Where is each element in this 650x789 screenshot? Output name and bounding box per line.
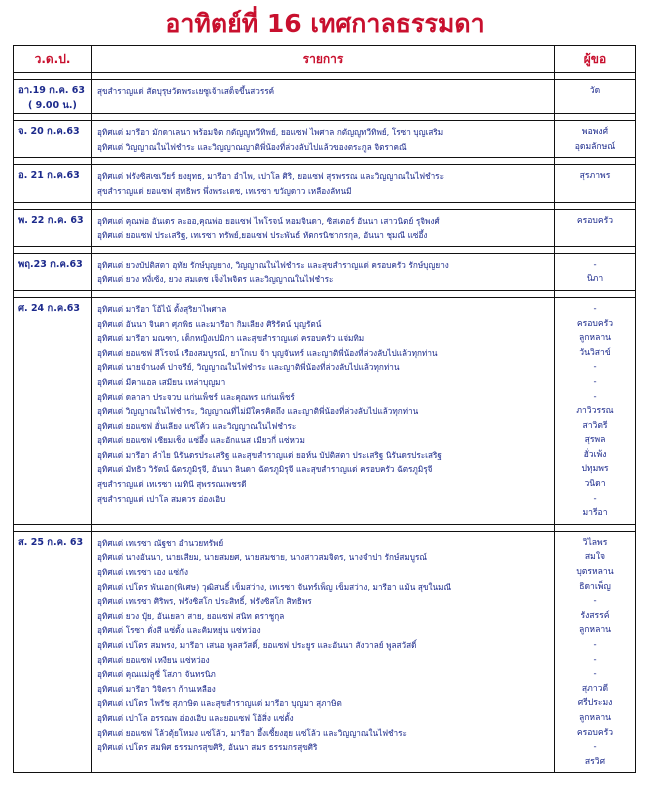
requester-name: สมใจ xyxy=(584,552,606,563)
intention-line: อุทิศแด่ ยอแซฟ โล้วตุ้ยโหมง แซ่โล้ว, มารีอา อึ้งเซี้ยงฮุย แซ่โล้ว และวิญญาณในไฟชำระ xyxy=(97,727,407,738)
requester-name: มารีอา xyxy=(582,508,608,519)
intention-line: อุทิศแด่ วิญญาณในไฟชำระ, วิญญาณที่ไม่มีใครคิดถึง และญาติพี่น้องที่ล่วงลับไปแล้วทุกท่าน xyxy=(97,406,419,417)
requester-name: สุรพล xyxy=(584,435,606,446)
intention-list xyxy=(92,80,555,114)
requester-name: - xyxy=(593,303,597,314)
requester-name: ลูกหลาน xyxy=(578,712,612,723)
requester-list xyxy=(555,209,636,246)
requester-name: - xyxy=(593,742,597,753)
section-gap xyxy=(14,290,636,297)
requester-name: ครอบครัว xyxy=(576,318,614,329)
mass-intention-table xyxy=(13,45,636,773)
intention-line: อุทิศแด่ มีคาแอล เสมียน เหล่าบุญมา xyxy=(97,376,226,387)
intention-line: อุทิศแด่ เปโตร สมพรง, มารีอา เสนอ พูลสวัสดิ์, ยอแซฟ ประยูร และอันนา สังวาลย์ พูลสวัสดิ์ xyxy=(97,640,417,650)
table-row xyxy=(14,297,636,524)
date-cell xyxy=(14,80,92,114)
requester-name: วันวิสาข์ xyxy=(579,347,611,358)
intention-line: อุทิศแด่ นายจำนงค์ ปาจรีย์, วิญญาณในไฟชำระ และญาติพี่น้องที่ล่วงลับไปแล้วทุกท่าน xyxy=(97,362,400,373)
requester-name: พอพงศ์ xyxy=(581,127,609,138)
requester-name: - xyxy=(593,391,597,402)
requester-name: - xyxy=(593,362,597,373)
intention-list xyxy=(92,121,555,158)
requester-list xyxy=(555,121,636,158)
requester-name: ศรีประมง xyxy=(577,698,613,709)
time-label: ( 9.00 น.) xyxy=(28,99,77,111)
intention-line: อุทิศแด่ มารีอา โอ้ไน้ ตั้งสุริยาไพศาล xyxy=(97,303,227,314)
intention-line: อุทิศแด่ มารีอา มักดาเลนา พร้อมจิต กตัญญูทวีทิพย์, ยอแซฟ ไพศาล กตัญญูทวีทิพย์, โรซา บุญเสริม xyxy=(97,127,444,138)
table-row xyxy=(14,165,636,202)
requester-name: อุดมลักษณ์ xyxy=(574,141,616,152)
requester-name: ลูกหลาน xyxy=(578,333,612,344)
intention-line: อุทิศแด่ เทเรซา ณัฐชา อำนวยทรัพย์ xyxy=(97,537,224,548)
intention-list xyxy=(92,253,555,290)
requester-name: ลูกหลาน xyxy=(578,625,612,636)
requester-list xyxy=(555,80,636,114)
requester-name: - xyxy=(593,640,597,650)
intention-line: อุทิศแด่ ยอแซฟ ประเสริฐ, เทเรซา ทรัพย์,ยอแซฟ ประพันธ์ หัตกรนิชากรกุล, อันนา ชุมณี แซ่อึ้ง xyxy=(97,230,428,241)
date-label: อ. 21 ก.ค.63 xyxy=(18,170,80,182)
intention-line: อุทิศแด่ ฟรังซิสเซเวียร์ ยงยุทธ, มารีอา อำไพ, เปาโล ศิริ, ยอแซฟ สุรพรรณ และวิญญาณในไฟชำระ xyxy=(97,171,444,182)
requester-list xyxy=(555,297,636,524)
intention-line: อุทิศแด่ ดลาลา ประจวบ แก่นเพ็ชร์ และคุณพร แก่นเพ็ชร์ xyxy=(97,391,295,402)
intention-line: อุทิศแด่ มารีอา มณฑา, เด็กหญิงเปมิกา และสุขสำราญแด่ ครอบครัว แจ่มทิม xyxy=(97,333,365,344)
intention-line: อุทิศแด่ เปาโล อรรณพ อ่องเอิบ และยอแซฟ โอ้สิ่ง แซ่ตั้ง xyxy=(97,712,294,723)
intention-line: อุทิศแด่ ยอแซฟ เหงียน แซ่หว่อง xyxy=(97,654,210,665)
table-row xyxy=(14,80,636,114)
intention-line: อุทิศแด่ เปโตร สมพิศ ธรรมกรสุขศิริ, อันนา สมร ธรรมกรสุขศิริ xyxy=(97,742,318,753)
date-label: อา.19 ก.ค. 63 xyxy=(18,85,86,96)
requester-name: ภาวิวรรณ xyxy=(576,406,614,417)
requester-list xyxy=(555,165,636,202)
requester-name: ธิดาเพ็ญ xyxy=(579,581,611,592)
date-cell xyxy=(14,209,92,246)
requester-list xyxy=(555,253,636,290)
intention-list xyxy=(92,209,555,246)
intention-line: อุทิศแด่ วิญญาณในไฟชำระ และวิญญาณญาติพี่น้องที่ล่วงลับไปแล้วของตระกูล จิตราคณี xyxy=(97,141,407,152)
intention-line: อุทิศแด่ โรซา ดั่งสี แซ่ตั้ง และคิมหยุ่น แซ่หว่อง xyxy=(97,625,261,636)
requester-name: ครอบครัว xyxy=(576,727,614,738)
requester-name: สุรภาพร xyxy=(579,171,611,182)
section-gap xyxy=(14,73,636,80)
intention-line: อุทิศแด่ นางอันนา, นายเสียม, นายสมยศ, นายสมชาย, นางสาวสมจิตร, นางจำปา รักษ์สมบูรณ์ xyxy=(97,552,427,563)
table-row xyxy=(14,121,636,158)
intention-line: อุทิศแด่ เปโตร พันเอก(พิเศษ) วุฒิสนธิ์ เข็มสว่าง, เทเรซา จันทร์เพ็ญ เข็มสว่าง, มารีอา แม้น สุขในมณี xyxy=(97,581,452,592)
intention-line: อุทิศแด่ ยวง ปุ๋ย, อันเยลา สาย, ยอแซฟ สนิท ตราชูกุล xyxy=(97,610,285,621)
header-requester: ผู้ขอ xyxy=(555,46,636,73)
intention-line: สุขสำราญแด่ เปาโล สมควร อ่องเอิบ xyxy=(97,493,226,504)
intention-line: อุทิศแด่ ยอแซฟ สีโรจน์ เรืองสมบูรณ์, ยาโกเบ จ้า บุญจันทร์ และญาติพี่น้องที่ล่วงลับไปแล้วทุกท่าน xyxy=(97,347,438,358)
table-row xyxy=(14,531,636,773)
date-cell xyxy=(14,121,92,158)
date-label: พฤ.23 ก.ค.63 xyxy=(18,258,83,270)
intention-line: สุขสำราญแด่ ยอแซฟ สุทธิพร พึ่งพระเดช, เทเรซา ขวัญดาว เหลืองลัทนมี xyxy=(97,185,352,196)
requester-list xyxy=(555,531,636,773)
intention-line: อุทิศแด่ คุณแม่ลูซี่ โสภา จันทรนิภ xyxy=(97,669,216,680)
requester-name: สุภาวดี xyxy=(581,683,609,694)
date-label: ส. 25 ก.ค. 63 xyxy=(18,536,84,548)
requester-name: - xyxy=(593,259,597,270)
intention-line: อุทิศแด่ มัทธิว วิรัตน์ ฉัตรภูมิรุจี, อันนา ลินดา ฉัตรภูมิรุจี และสุขสำราญแด่ ครอบครัว ฉัตรภูมิรุจี xyxy=(97,464,433,475)
section-gap xyxy=(14,524,636,531)
table-row xyxy=(14,209,636,246)
requester-name: - xyxy=(593,493,597,504)
requester-name: - xyxy=(593,596,597,607)
requester-name: ปทุมพร xyxy=(581,464,609,475)
section-gap xyxy=(14,202,636,209)
intention-list xyxy=(92,297,555,524)
table-row xyxy=(14,253,636,290)
intention-line: อุทิศแด่ ยอแซฟ ฮั่นเลียง แซ่โค้ว และวิญญาณในไฟชำระ xyxy=(97,420,297,431)
intention-line: อุทิศแด่ มารีอา วิจิตรา ก้านเหลือง xyxy=(97,683,216,694)
intention-line: อุทิศแด่ ยวงบัปติสตา อุทัย รักษ์บุญยาง, วิญญาณในไฟชำระ และสุขสำราญแด่ ครอบครัว รักษ์บุญยาง xyxy=(97,259,449,270)
requester-name: - xyxy=(593,654,597,665)
section-gap xyxy=(14,158,636,165)
requester-name: รังสรรค์ xyxy=(580,610,610,621)
section-gap xyxy=(14,246,636,253)
section-gap xyxy=(14,114,636,121)
intention-line: อุทิศแด่ ยวง หงี่เซ้ง, ยวง สมเดช เจ็งไพจิตร และวิญญาณในไฟชำระ xyxy=(97,274,334,285)
requester-name: - xyxy=(593,669,597,680)
requester-name: นิภา xyxy=(586,274,604,285)
intention-line: อุทิศแด่ เทเรซา เอง แซ่กัง xyxy=(97,567,188,578)
intention-line: สุขสำราญแด่ เทเรซา เมทินี สุพรรณเพชรดี xyxy=(97,479,247,490)
intention-line: อุทิศแด่ เปโตร ไพรัช สุภาษิต และสุขสำราญแด่ มารีอา บุญมา สุภาษิต xyxy=(97,698,342,709)
intention-line: อุทิศแด่ มารีอา ลำไย นิรันดรประเสริฐ และสุขสำราญแด่ ยอห์น บัปติสตา ประเสริฐ นิรันดรประเสริฐ xyxy=(97,449,442,460)
requester-name: ครอบครัว xyxy=(576,215,614,226)
header-list: รายการ xyxy=(92,46,555,73)
intention-list xyxy=(92,531,555,773)
date-cell xyxy=(14,297,92,524)
intention-line: อุทิศแด่ คุณพ่อ อันเดร ละออ,คุณพ่อ ยอแซฟ ไพโรจน์ หอมจินดา, ซิสเตอร์ อันนา เสาวนิตย์ รุจิพงศ์ xyxy=(97,215,440,226)
page-title: อาทิตย์ที่ 16 เทศกาลธรรมดา xyxy=(165,9,485,38)
requester-name: สรวิศ xyxy=(584,756,606,767)
intention-line: สุขสำราญแด่ สัตบุรุษวัดพระเยซูเจ้าเสด็จขึ้นสวรรค์ xyxy=(97,86,275,96)
requester-name: ฮั่วเพ้ง xyxy=(583,449,607,460)
requester-name: วิไลพร xyxy=(582,537,608,548)
intention-line: อุทิศแด่ อันนา จินดา ศุภพิธ และมารีอา กิมเลียง ศิริรัตน์ บุญรัตน์ xyxy=(97,318,322,329)
date-label: ศ. 24 ก.ค.63 xyxy=(18,302,81,314)
intention-line: อุทิศแด่ ยอแซฟ เซียมเช็ง แซ่อึ้ง และอักแนส เมียวกี่ แซ่หวม xyxy=(97,435,305,446)
date-label: จ. 20 ก.ค.63 xyxy=(18,126,80,138)
requester-name: สาวิตรี xyxy=(582,420,608,431)
intention-line: อุทิศแด่ เทเรซา ศิริพร, ฟรังซิสโก ประสิทธิ์, ฟรังซิสโก สิทธิพร xyxy=(97,596,312,607)
requester-name: วนิดา xyxy=(584,479,606,490)
requester-name: วัด xyxy=(589,86,601,96)
table-header-row xyxy=(14,46,636,73)
requester-name: บุตรหลาน xyxy=(576,567,614,578)
table-body xyxy=(14,73,636,773)
requester-name: - xyxy=(593,376,597,387)
date-cell xyxy=(14,253,92,290)
intention-list xyxy=(92,165,555,202)
date-label: พ. 22 ก.ค. 63 xyxy=(18,214,84,226)
date-cell xyxy=(14,165,92,202)
date-cell xyxy=(14,531,92,773)
header-date: ว.ด.ป. xyxy=(14,46,92,73)
